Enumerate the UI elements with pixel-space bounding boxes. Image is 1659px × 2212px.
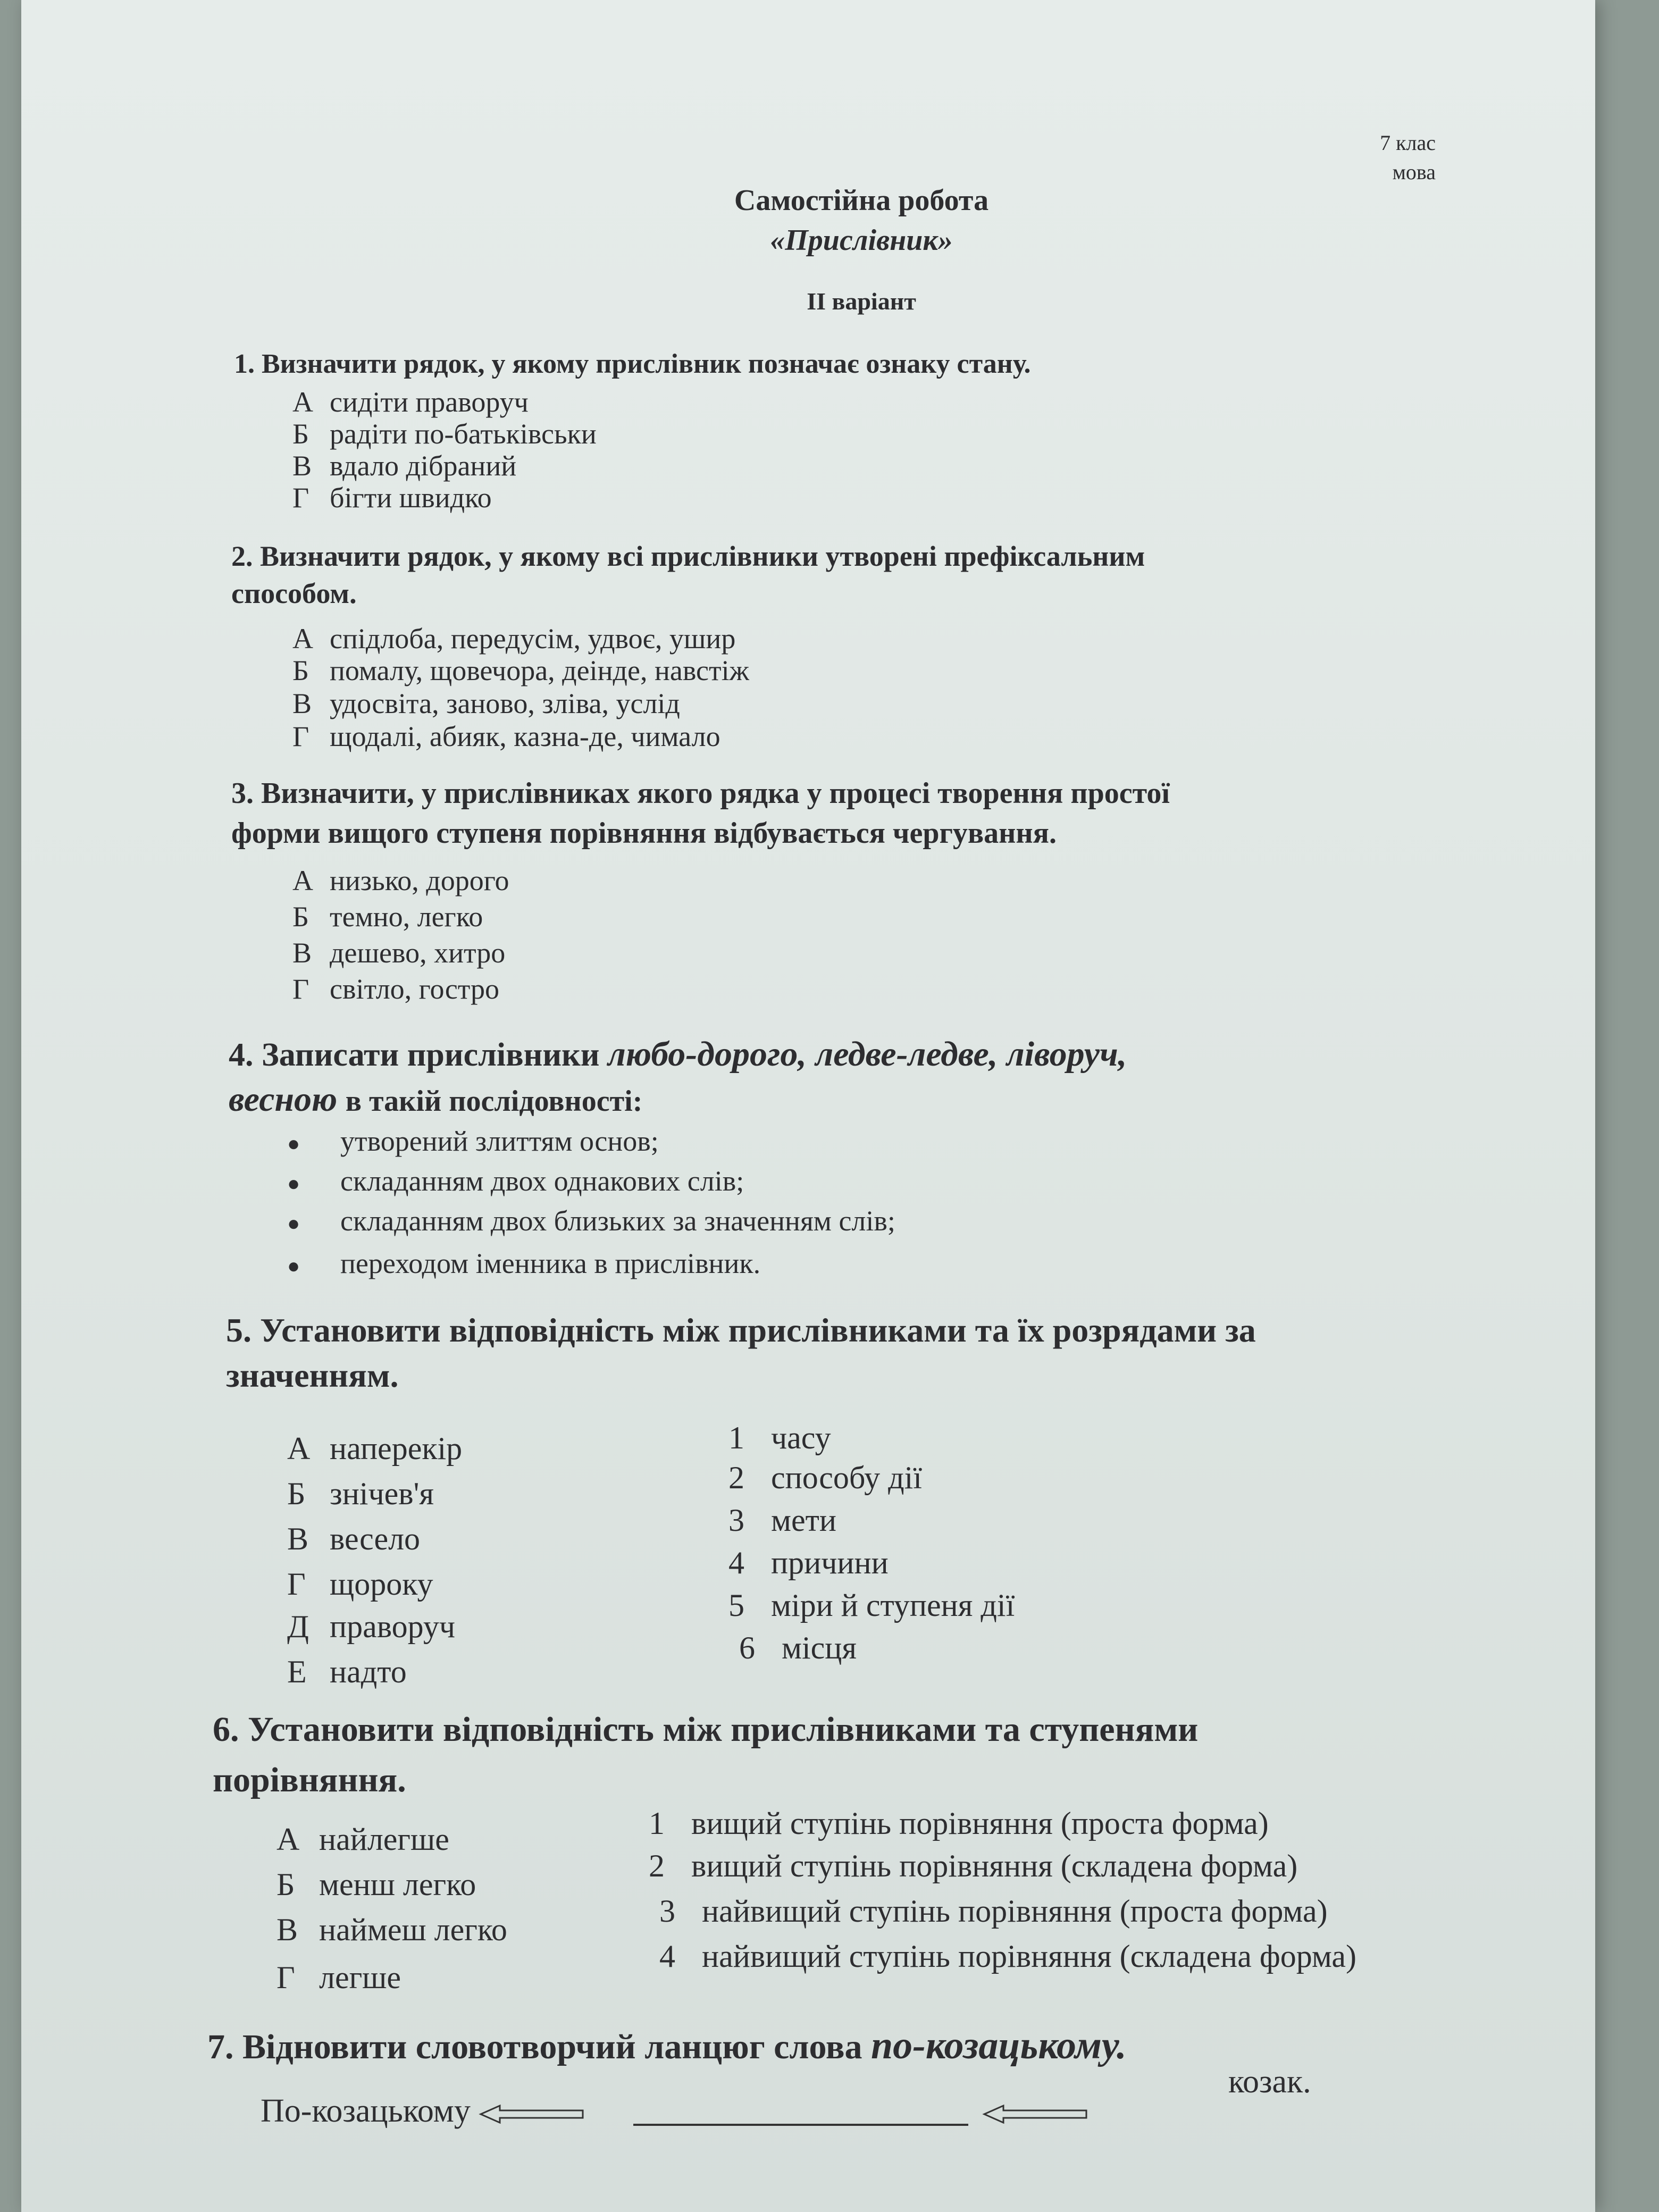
question-1: 1. Визначити рядок, у якому прислівник позначає ознаку стану. xyxy=(234,349,1031,379)
q5-left-item: Е надто xyxy=(287,1654,407,1689)
q5-left-item: А наперекір xyxy=(287,1431,463,1466)
question-4: 4. Записати прислівники любо-дорого, ледве-ледве, ліворуч, xyxy=(229,1035,1127,1074)
q5-right-item: 3 мети xyxy=(728,1503,836,1538)
variant-label: ІІ варіант xyxy=(807,288,916,315)
q4-words: любо-дорого, ледве-ледве, ліворуч, xyxy=(608,1035,1127,1074)
q6-right-item: 2 вищий ступінь порівняння (складена форма) xyxy=(649,1848,1298,1883)
left-arrow-icon xyxy=(479,2104,585,2125)
worksheet-page xyxy=(21,0,1595,2212)
q3-option-c: В дешево, хитро xyxy=(292,937,506,969)
question-4-cont: весною в такій послідовності: xyxy=(229,1080,643,1119)
q2-option-b: Б помалу, щовечора, деінде, навстіж xyxy=(292,655,749,686)
q5-left-item: Д праворуч xyxy=(287,1609,456,1644)
q2-option-c: В удосвіта, заново, зліва, услід xyxy=(292,688,680,719)
subject-label: мова xyxy=(1392,160,1436,184)
question-5-cont: значенням. xyxy=(226,1356,399,1394)
q5-right-item: 6 місця xyxy=(739,1630,857,1665)
q1-option-d: Г бігти швидко xyxy=(292,482,492,514)
q1-option-c: В вдало дібраний xyxy=(292,450,517,482)
q5-left-item: В весело xyxy=(287,1521,421,1556)
word-chain xyxy=(261,2092,1088,2130)
worksheet-title: Самостійна робота xyxy=(734,184,989,217)
q3-option-b: Б темно, легко xyxy=(292,901,483,933)
q1-option-b: Б радіти по-батьківськи xyxy=(292,418,597,450)
q5-left-item: Б знічев'я xyxy=(287,1476,434,1511)
q6-left-item: Б менш легко xyxy=(276,1867,476,1902)
grade-label: 7 клас xyxy=(1380,131,1436,155)
q4-item: ● переходом іменника в прислівник. xyxy=(287,1247,761,1279)
q4-item: ● утворений злиттям основ; xyxy=(287,1125,659,1157)
chain-end-word: козак. xyxy=(1228,2064,1311,2100)
question-3-cont: форми вищого ступеня порівняння відбувається чергування. xyxy=(231,817,1057,850)
q6-right-item: 1 вищий ступінь порівняння (проста форма) xyxy=(649,1806,1269,1841)
question-5: 5. Установити відповідність між прислівниками та їх розрядами за xyxy=(226,1311,1256,1349)
question-3: 3. Визначити, у прислівниках якого рядка у процесі творення простої xyxy=(231,777,1170,810)
q6-left-item: Г легше xyxy=(276,1960,401,1995)
question-2: 2. Визначити рядок, у якому всі прислівники утворені префіксальним xyxy=(231,540,1145,572)
q5-left-item: Г щороку xyxy=(287,1566,433,1602)
worksheet-topic: «Прислівник» xyxy=(770,224,953,257)
q3-option-d: Г світло, гостро xyxy=(292,973,500,1005)
q3-option-a: А низько, дорого xyxy=(292,865,509,896)
q6-right-item: 4 найвищий ступінь порівняння (складена форма) xyxy=(659,1939,1357,1974)
chain-start-word: По-козацькому xyxy=(261,2093,471,2129)
q4-item: ● складанням двох близьких за значенням слів; xyxy=(287,1205,895,1237)
question-7: 7. Відновити словотворчий ланцюг слова по-козацькому. xyxy=(207,2024,1127,2067)
q5-right-item: 1 часу xyxy=(728,1420,831,1455)
q6-left-item: В наймеш легко xyxy=(276,1912,507,1947)
question-2-cont: способом. xyxy=(231,577,357,609)
question-6: 6. Установити відповідність між прислівниками та ступенями xyxy=(213,1710,1199,1749)
q7-word: по-козацькому. xyxy=(871,2024,1127,2067)
q4-item: ● складанням двох однакових слів; xyxy=(287,1165,744,1197)
q5-right-item: 4 причини xyxy=(728,1545,889,1580)
q1-option-a: А сидіти праворуч xyxy=(292,386,529,418)
answer-blank-field[interactable] xyxy=(633,2102,968,2126)
q5-right-item: 5 міри й ступеня дії xyxy=(728,1588,1015,1623)
q5-right-item: 2 способу дії xyxy=(728,1460,922,1495)
q6-left-item: А найлегше xyxy=(276,1822,449,1857)
q2-option-d: Г щодалі, абияк, казна-де, чимало xyxy=(292,720,720,752)
q6-right-item: 3 найвищий ступінь порівняння (проста форма) xyxy=(659,1893,1328,1929)
left-arrow-icon xyxy=(982,2104,1088,2125)
question-6-cont: порівняння. xyxy=(213,1761,406,1799)
q2-option-a: А спідлоба, передусім, удвоє, ушир xyxy=(292,623,736,655)
